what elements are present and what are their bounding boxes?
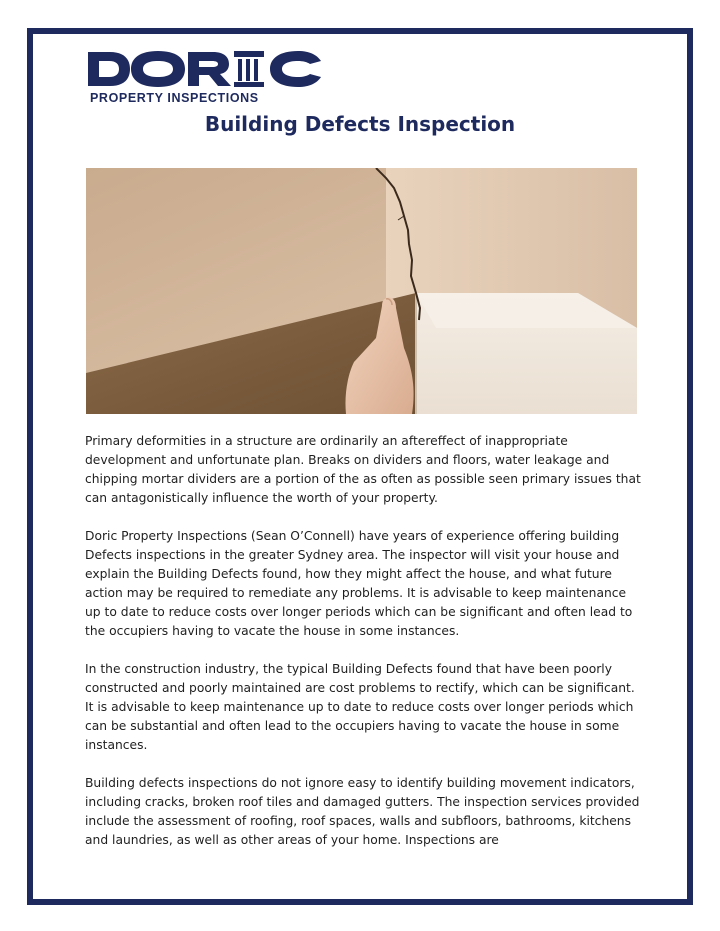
logo-subtitle: PROPERTY INSPECTIONS bbox=[90, 91, 259, 105]
paragraph-3: In the construction industry, the typical Building Defects found that have been poorly constructed and poorly maintained are cost problems to rectify, which can be significant. It is advisable to keep maintenance up to date to reduce costs over longer periods which can be substantial and often lead to the occupiers having to vacate the house in some instances. bbox=[85, 662, 635, 752]
article-body bbox=[85, 432, 645, 869]
paragraph-2: Doric Property Inspections (Sean O’Connell) have years of experience offering building Defects inspections in the greater Sydney area. The inspector will visit your house and explain the Building Defects found, how they might affect the house, and what future action may be required to remediate any problems. It is advisable to keep maintenance up to date to reduce costs over longer periods which can be significant and often lead to the occupiers having to vacate the house in some instances. bbox=[85, 529, 633, 638]
doric-logo bbox=[88, 49, 323, 107]
wall-crack-image bbox=[86, 168, 637, 414]
paragraph-4: Building defects inspections do not ignore easy to identify building movement indicators, including cracks, broken roof tiles and damaged gutters. The inspection services provided include the assessment of roofing, roof spaces, walls and subfloors, bathrooms, kitchens and laundries, as well as other areas of your home. Inspections are bbox=[85, 776, 640, 847]
doric-wordmark bbox=[88, 49, 323, 89]
wall-crack-photo bbox=[86, 168, 637, 414]
paragraph-1: Primary deformities in a structure are ordinarily an aftereffect of inappropriate development and unfortunate plan. Breaks on dividers and floors, water leakage and chipping mortar dividers are a portion of the as often as possible seen primary issues that can antagonistically influence the worth of your property. bbox=[85, 434, 641, 505]
page-title: Building Defects Inspection bbox=[204, 112, 516, 136]
